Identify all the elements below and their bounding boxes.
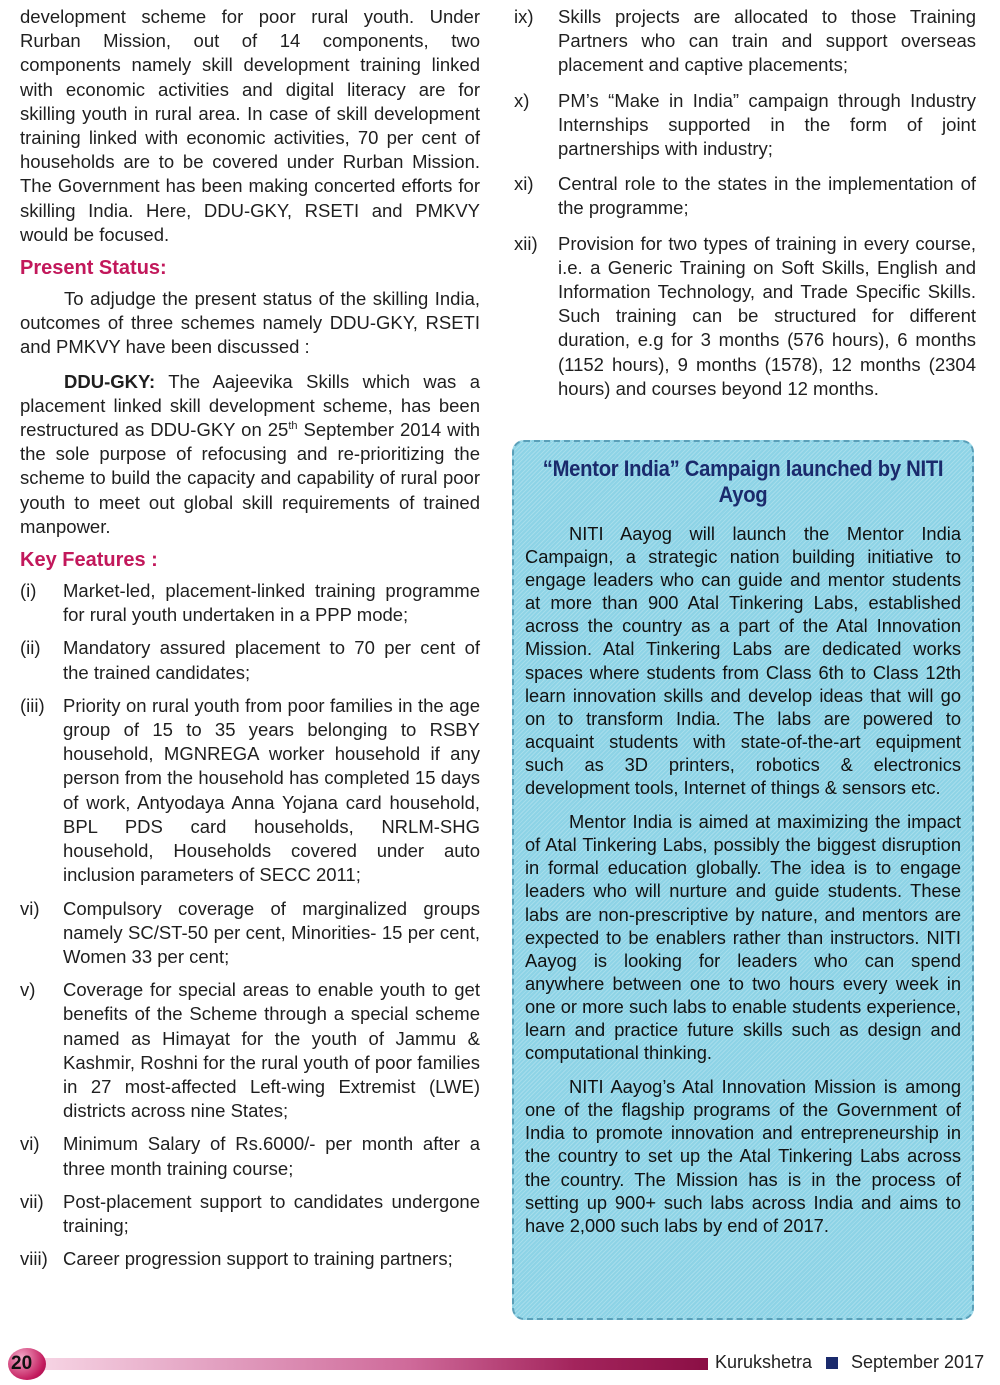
magazine-name: Kurukshetra <box>715 1352 813 1372</box>
feature-text: Market-led, placement-linked training programme for rural youth undertaken in a PPP mode; <box>63 580 480 626</box>
sidebar-paragraph: NITI Aayog will launch the Mentor India Campaign, a strategic nation building initiative to engage leaders who can guide and mentor students at more than 900 Atal Tinkering Labs, established across the country as a part of the Atal Innovation Mission. Atal Tinkering Labs are dedicated works spaces where students from Class 6th to Class 12th learn innovation skills and develop ideas that will go on to transform India. The labs are powered to acquaint students with state-of-the-art equipment such as 3D printers, robotics & electronics development tools, Internet of things & sensors etc. <box>525 523 961 799</box>
key-features-list <box>20 579 480 1271</box>
ddugky-text-1: The Aajeevika Skills which was a placement linked skill development scheme, has been restructured as DDU-GKY on 25 <box>20 370 480 441</box>
issue-date: September 2017 <box>851 1352 985 1372</box>
present-status-paragraph: To adjudge the present status of the skilling India, outcomes of three schemes namely DDU-GKY, RSETI and PMKVY have been discussed : <box>20 288 480 358</box>
feature-text: Provision for two types of training in every course, i.e. a Generic Training on Soft Skills, English and Information Technology, and Trade Specific Skills. Such training can be structured for different duration, e.g for 3 months (576 hours), 6 months (1152 hours), 9 months (1578), 12 months (2304 hours) and courses beyond 12 months. <box>558 232 976 399</box>
feature-text: Minimum Salary of Rs.6000/- per month after a three month training course; <box>63 1133 480 1179</box>
feature-item <box>514 232 976 401</box>
feature-text: Compulsory coverage of marginalized groups namely SC/ST-50 per cent, Minorities- 15 per cent, Women 33 per cent; <box>63 897 480 967</box>
ddugky-paragraph <box>20 370 480 539</box>
feature-text: Post-placement support to candidates undergone training; <box>63 1190 480 1236</box>
page-footer <box>0 1348 1000 1378</box>
left-column <box>20 5 480 1280</box>
feature-item <box>514 172 976 220</box>
feature-item <box>20 579 480 627</box>
feature-text: Central role to the states in the implementation of the programme; <box>558 173 976 219</box>
feature-item <box>514 89 976 162</box>
ddugky-label: DDU-GKY: <box>64 370 156 392</box>
feature-item <box>20 694 480 888</box>
feature-number: ix) <box>514 6 534 27</box>
feature-number: viii) <box>20 1248 48 1270</box>
feature-text: PM’s “Make in India” campaign through Industry Internships supported in the form of joint partnerships with industry; <box>558 89 976 160</box>
feature-item <box>20 1190 480 1238</box>
right-column <box>514 5 976 412</box>
feature-item <box>20 1132 480 1180</box>
feature-item <box>20 636 480 684</box>
feature-text: Skills projects are allocated to those Training Partners who can train and support overseas placement and captive placements; <box>558 6 976 76</box>
feature-number: vii) <box>20 1190 44 1212</box>
feature-item <box>20 1247 480 1271</box>
feature-text: Mandatory assured placement to 70 per cent of the trained candidates; <box>63 637 480 683</box>
intro-paragraph: development scheme for poor rural youth. Under Rurban Mission, out of 14 components, two components namely skill development training linked with economic activities and digital literacy are for skilling youth in rural area. In case of skill development training linked with economic activities, 70 per cent of households are to be covered under Rurban Mission. The Government has been making concerted efforts for skilling India. Here, DDU-GKY, RSETI and PMKVY would be focused. <box>20 6 480 245</box>
feature-number: xi) <box>514 173 534 195</box>
ddugky-text-2: September 2014 with the sole purpose of refocusing and re-prioritizing the scheme to build the capacity and capability of rural poor youth to meet out global skill requirements of trained manpower. <box>20 419 480 537</box>
feature-number: (iii) <box>20 694 45 716</box>
sidebar-paragraph: Mentor India is aimed at maximizing the impact of Atal Tinkering Labs, possibly the biggest disruption in formal education globally. The idea is to engage leaders who will nurture and guide students. These labs are non-prescriptive by nature, and mentors are expected to be enablers rather than instructors. NITI Aayog is looking for leaders who can spend anywhere between one to two hours every week in one or more such labs to enable students experience, learn and practice future skills such as design and computational thinking. <box>525 811 961 1064</box>
feature-text: Priority on rural youth from poor families in the age group of 15 to 35 years belonging to RSBY household, MGNREGA worker household if any person from the household has completed 15 days of work, Antyodaya Anna Yojana card household, BPL PDS card households, NRLM-SHG household, Households covered under auto inclusion parameters of SECC 2011; <box>63 694 480 886</box>
feature-number: x) <box>514 89 530 111</box>
feature-text: Career progression support to training partners; <box>63 1248 453 1270</box>
key-features-heading: Key Features : <box>20 549 158 572</box>
page-number: 20 <box>8 1348 46 1380</box>
feature-item <box>20 978 480 1123</box>
square-bullet-icon <box>826 1357 838 1369</box>
feature-number: vi) <box>20 897 40 919</box>
feature-number: xii) <box>514 232 538 254</box>
feature-item <box>20 897 480 970</box>
footer-decorative-bar <box>44 1358 708 1370</box>
present-status-heading: Present Status: <box>20 257 167 280</box>
feature-number: (ii) <box>20 637 41 659</box>
sidebar-title: “Mentor India” Campaign launched by NITI Ayog <box>542 456 944 507</box>
ddugky-sup: th <box>288 419 298 432</box>
feature-number: (i) <box>20 580 37 602</box>
feature-number: v) <box>20 979 36 1001</box>
feature-number: vi) <box>20 1133 40 1155</box>
sidebar-paragraph: NITI Aayog’s Atal Innovation Mission is among one of the flagship programs of the Government of India to promote innovation and entrepreneurship in the country to set up the Atal Tinkering Labs across the country. The Mission has is in the process of setting up 900+ such labs across India and aims to have 2,000 such labs by end of 2017. <box>525 1076 961 1236</box>
feature-item <box>514 5 976 78</box>
mentor-india-sidebar-box <box>512 440 974 1320</box>
key-features-list-continued <box>514 5 976 401</box>
feature-text: Coverage for special areas to enable youth to get benefits of the Scheme through a special scheme named as Himayat for the youth of Jammu & Kashmir, Roshni for the rural youth of poor families in 27 most-affected Left-wing Extremist (LWE) districts across nine States; <box>63 979 480 1122</box>
